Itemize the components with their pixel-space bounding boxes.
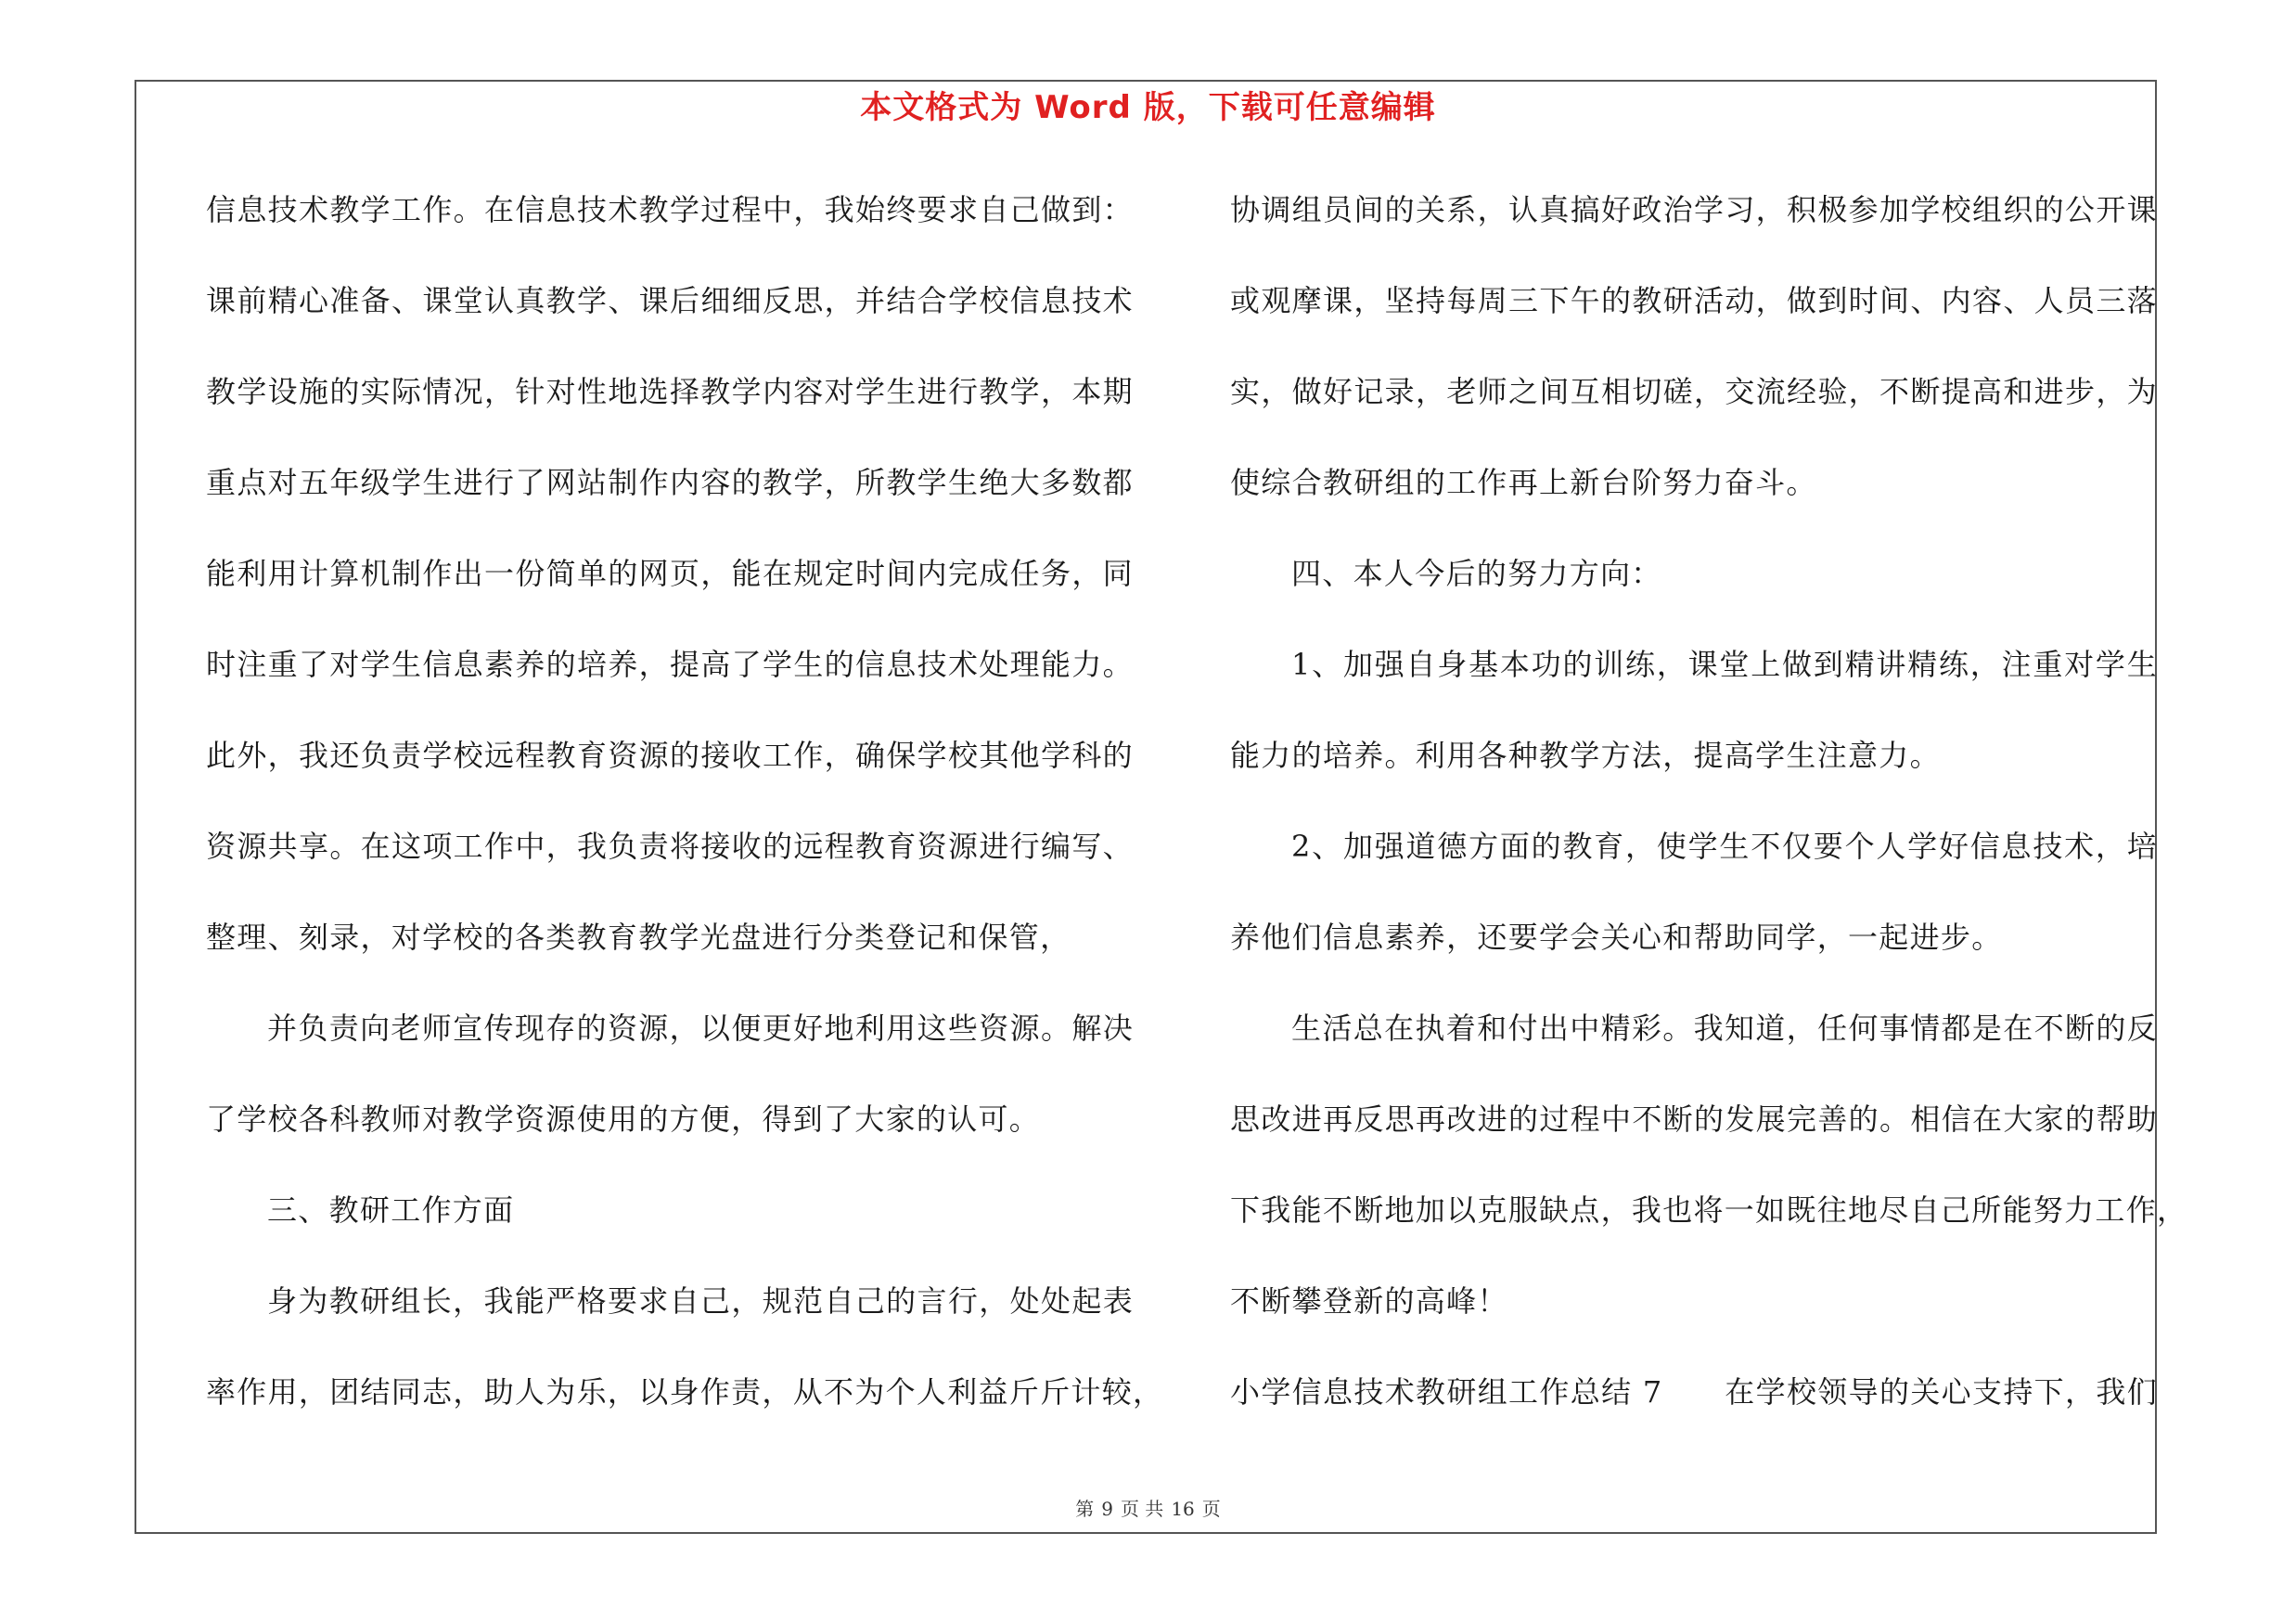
text-line: 教学设施的实际情况，针对性地选择教学内容对学生进行教学，本期 [206, 374, 1134, 409]
text-line: 或观摩课，坚持每周三下午的教研活动，做到时间、内容、人员三落 [1230, 283, 2158, 318]
text-line: 重点对五年级学生进行了网站制作内容的教学，所教学生绝大多数都 [206, 465, 1134, 500]
text-line: 使综合教研组的工作再上新台阶努力奋斗。 [1230, 465, 1817, 500]
text-line: 能利用计算机制作出一份简单的网页，能在规定时间内完成任务，同 [206, 556, 1134, 591]
text-line: 三、教研工作方面 [267, 1192, 515, 1228]
text-line: 能力的培养。利用各种教学方法，提高学生注意力。 [1230, 738, 1941, 773]
footer-middle: 页 共 [1120, 1498, 1164, 1520]
footer-page-number: 9 [1101, 1498, 1113, 1520]
text-line: 课前精心准备、课堂认真教学、课后细细反思，并结合学校信息技术 [206, 283, 1134, 318]
word-format-banner: 本文格式为 Word 版，下载可任意编辑 [860, 89, 1436, 126]
right-text-column [1230, 182, 2188, 1455]
text-line: 协调组员间的关系，认真搞好政治学习，积极参加学校组织的公开课 [1230, 192, 2158, 227]
text-line: 并负责向老师宣传现存的资源，以便更好地利用这些资源。解决 [267, 1011, 1134, 1046]
text-line: 整理、刻录，对学校的各类教育教学光盘进行分类登记和保管， [206, 920, 1071, 955]
text-line: 率作用，团结同志，助人为乐，以身作责，从不为个人利益斤斤计较， [206, 1374, 1164, 1410]
text-line: 养他们信息素养，还要学会关心和帮助同学，一起进步。 [1230, 920, 2003, 955]
text-line: 1、加强自身基本功的训练，课堂上做到精讲精练，注重对学生 [1291, 647, 2158, 682]
text-line: 时注重了对学生信息素养的培养，提高了学生的信息技术处理能力。 [206, 647, 1134, 682]
left-text-column [206, 182, 1164, 1455]
footer-prefix: 第 [1075, 1498, 1095, 1520]
text-line: 资源共享。在这项工作中，我负责将接收的远程教育资源进行编写、 [206, 829, 1134, 864]
text-line: 信息技术教学工作。在信息技术教学过程中，我始终要求自己做到： [206, 192, 1134, 227]
text-line: 身为教研组长，我能严格要求自己，规范自己的言行，处处起表 [267, 1283, 1134, 1319]
footer-total-pages: 16 [1171, 1498, 1195, 1520]
text-line: 小学信息技术教研组工作总结 7 在学校领导的关心支持下，我们 [1230, 1374, 2158, 1410]
page-footer [0, 1496, 2296, 1522]
text-line: 不断攀登新的高峰！ [1230, 1283, 1508, 1319]
text-line: 实，做好记录，老师之间互相切磋，交流经验，不断提高和进步，为 [1230, 374, 2158, 409]
footer-suffix: 页 [1201, 1498, 1221, 1520]
text-line: 思改进再反思再改进的过程中不断的发展完善的。相信在大家的帮助 [1230, 1101, 2158, 1137]
text-line: 生活总在执着和付出中精彩。我知道，任何事情都是在不断的反 [1291, 1011, 2158, 1046]
text-line: 了学校各科教师对教学资源使用的方便，得到了大家的认可。 [206, 1101, 1041, 1137]
text-line: 下我能不断地加以克服缺点，我也将一如既往地尽自己所能努力工作， [1230, 1192, 2188, 1228]
text-line: 此外，我还负责学校远程教育资源的接收工作，确保学校其他学科的 [206, 738, 1134, 773]
text-line: 四、本人今后的努力方向： [1291, 556, 1662, 591]
text-line: 2、加强道德方面的教育，使学生不仅要个人学好信息技术，培 [1291, 829, 2158, 864]
